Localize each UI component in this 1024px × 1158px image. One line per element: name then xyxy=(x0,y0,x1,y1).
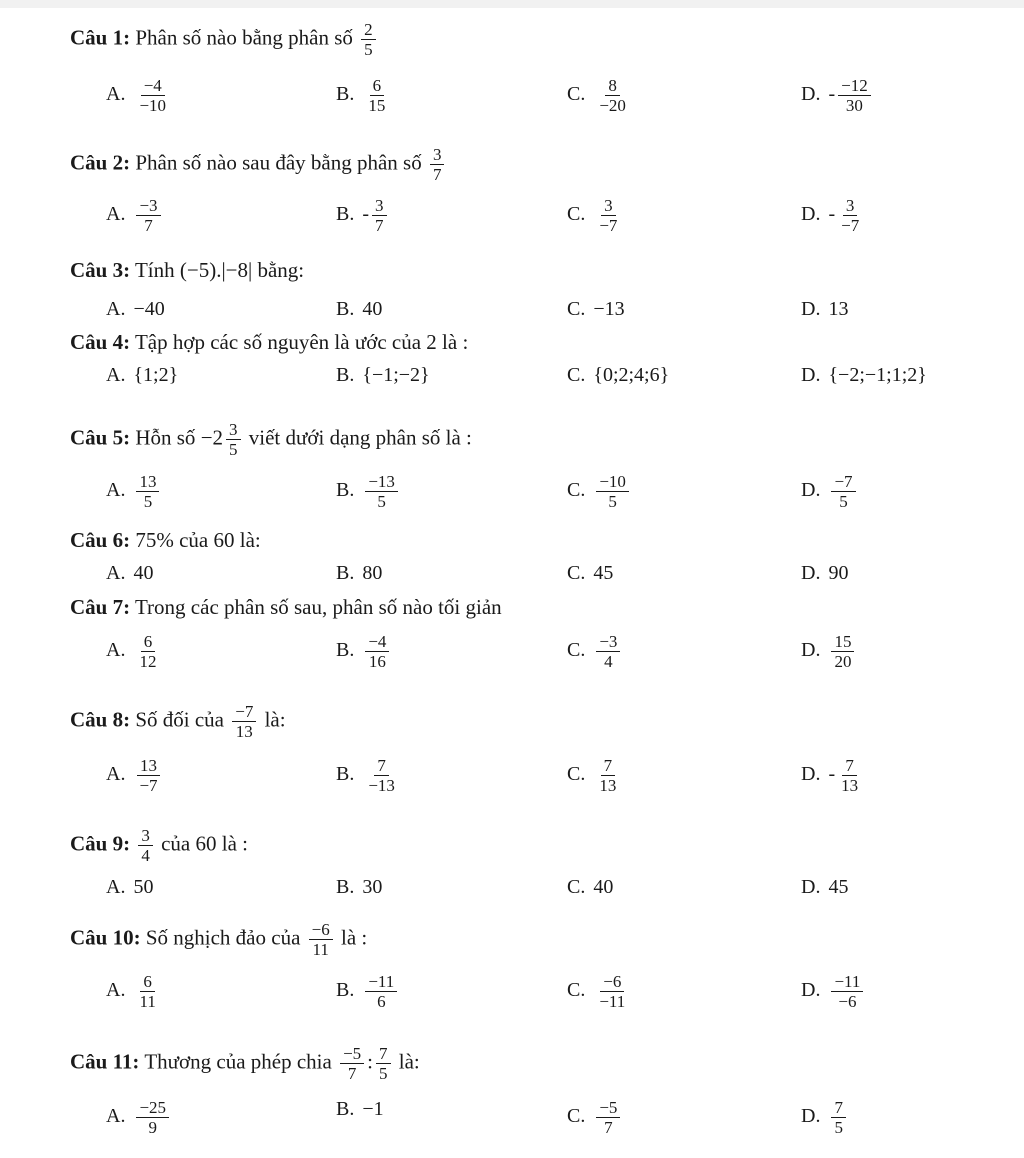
fraction: $\frac{2}{5}$ xyxy=(361,20,376,59)
question-text: Trong các phân số sau, phân số nào tối giản xyxy=(134,595,502,619)
option-c[interactable]: C. $\frac{-5}{7}$ xyxy=(567,1098,623,1137)
option-a[interactable]: A. $\frac{6}{11}$ xyxy=(106,972,156,1011)
option-c[interactable]: C. {0;2;4;6} xyxy=(567,364,670,386)
question-after: bằng: xyxy=(257,258,305,282)
question-text: 75% của 60 là: xyxy=(135,528,261,552)
option-d[interactable]: D. $\frac{-11}{-6}$ xyxy=(801,972,866,1011)
question-label: Câu 9: xyxy=(70,831,131,856)
question-after: là: xyxy=(264,707,286,732)
option-c[interactable]: C. $\frac{8}{-20}$ xyxy=(567,76,626,115)
question-1 xyxy=(70,20,379,59)
question-4 xyxy=(70,330,468,354)
question-text: Phân số nào bằng phân số xyxy=(135,25,353,50)
option-b[interactable]: B. 30 xyxy=(336,876,383,898)
division-operator: : xyxy=(367,1049,374,1074)
option-d[interactable]: D. $\frac{15}{20}$ xyxy=(801,632,857,671)
option-b[interactable]: B. $\frac{-11}{6}$ xyxy=(336,972,400,1011)
question-7 xyxy=(70,595,502,619)
question-text: Hỗn số xyxy=(135,425,196,450)
question-label: Câu 10: xyxy=(70,925,141,950)
question-label: Câu 2: xyxy=(70,150,131,175)
expression: (−5).|−8| xyxy=(179,258,253,282)
fraction: $\frac{3}{5}$ xyxy=(226,420,241,459)
question-after: của 60 là : xyxy=(161,831,248,856)
question-text: Thương của phép chia xyxy=(144,1049,332,1074)
fraction: $\frac{-6}{11}$ xyxy=(309,920,333,959)
option-a[interactable]: A. $\frac{13}{-7}$ xyxy=(106,756,164,795)
question-text: Tập hợp các số nguyên là ước của 2 là : xyxy=(134,330,469,354)
question-label: Câu 11: xyxy=(70,1049,140,1074)
question-label: Câu 7: xyxy=(70,595,131,619)
mixed-whole: −2 xyxy=(200,425,224,450)
question-after: là: xyxy=(398,1049,420,1074)
option-c[interactable]: C. 45 xyxy=(567,562,614,584)
question-text: Phân số nào sau đây bằng phân số xyxy=(135,150,422,175)
option-a[interactable]: A. −40 xyxy=(106,298,165,320)
question-after: viết dưới dạng phân số là : xyxy=(248,425,472,450)
question-text: Số đối của xyxy=(135,707,224,732)
option-b[interactable]: B. $\frac{7}{-13}$ xyxy=(336,756,395,795)
option-d[interactable]: D. - $\frac{7}{13}$ xyxy=(801,756,859,795)
option-b[interactable]: B. $\frac{6}{15}$ xyxy=(336,76,386,115)
option-a[interactable]: A. $\frac{-4}{-10}$ xyxy=(106,76,167,115)
question-label: Câu 5: xyxy=(70,425,131,450)
question-9 xyxy=(70,826,248,865)
option-c[interactable]: C. $\frac{-6}{-11}$ xyxy=(567,972,626,1011)
question-10 xyxy=(70,920,367,959)
question-after: là : xyxy=(340,925,368,950)
option-a[interactable]: A. $\frac{6}{12}$ xyxy=(106,632,157,671)
option-d[interactable]: D. 13 xyxy=(801,298,849,320)
option-c[interactable]: C. 40 xyxy=(567,876,614,898)
option-c[interactable]: C. $\frac{7}{13}$ xyxy=(567,756,617,795)
question-3 xyxy=(70,258,304,282)
question-label: Câu 6: xyxy=(70,528,131,552)
question-label: Câu 1: xyxy=(70,25,131,50)
option-c[interactable]: C. $\frac{-10}{5}$ xyxy=(567,472,632,511)
question-11 xyxy=(70,1044,420,1083)
question-2 xyxy=(70,145,447,184)
question-text: Tính xyxy=(134,258,175,282)
fraction: $\frac{-7}{13}$ xyxy=(232,702,256,741)
option-b[interactable]: B. {−1;−2} xyxy=(336,364,430,386)
option-b[interactable]: B. $\frac{-13}{5}$ xyxy=(336,472,401,511)
option-b[interactable]: B. $\frac{-4}{16}$ xyxy=(336,632,392,671)
option-a[interactable]: A. $\frac{13}{5}$ xyxy=(106,472,162,511)
question-label: Câu 8: xyxy=(70,707,131,732)
question-label: Câu 3: xyxy=(70,258,131,282)
fraction: $\frac{-5}{7}$ xyxy=(340,1044,364,1083)
option-d[interactable]: D. 90 xyxy=(801,562,849,584)
question-5 xyxy=(70,420,472,459)
question-text: Số nghịch đảo của xyxy=(145,925,301,950)
option-c[interactable]: C. −13 xyxy=(567,298,625,320)
option-a[interactable]: A. $\frac{-25}{9}$ xyxy=(106,1098,172,1137)
option-d[interactable]: D. - $\frac{-12}{30}$ xyxy=(801,76,874,115)
fraction: $\frac{3}{7}$ xyxy=(430,145,445,184)
fraction: $\frac{3}{4}$ xyxy=(138,826,153,865)
option-b[interactable]: B. 80 xyxy=(336,562,383,584)
option-d[interactable]: D. {−2;−1;1;2} xyxy=(801,364,927,386)
option-b[interactable]: B. −1 xyxy=(336,1098,384,1120)
option-c[interactable]: C. $\frac{3}{-7}$ xyxy=(567,196,618,235)
option-a[interactable]: A. $\frac{-3}{7}$ xyxy=(106,196,164,235)
option-d[interactable]: D. $\frac{7}{5}$ xyxy=(801,1098,849,1137)
question-label: Câu 4: xyxy=(70,330,131,354)
top-edge xyxy=(0,0,1024,8)
option-a[interactable]: A. 50 xyxy=(106,876,154,898)
option-d[interactable]: D. $\frac{-7}{5}$ xyxy=(801,472,859,511)
option-d[interactable]: D. 45 xyxy=(801,876,849,898)
question-8 xyxy=(70,702,286,741)
option-a[interactable]: A. {1;2} xyxy=(106,364,179,386)
option-b[interactable]: B. 40 xyxy=(336,298,383,320)
option-c[interactable]: C. $\frac{-3}{4}$ xyxy=(567,632,623,671)
option-b[interactable]: B. - $\frac{3}{7}$ xyxy=(336,196,390,235)
fraction: $\frac{7}{5}$ xyxy=(376,1044,391,1083)
option-d[interactable]: D. - $\frac{3}{-7}$ xyxy=(801,196,860,235)
question-6 xyxy=(70,528,261,552)
option-a[interactable]: A. 40 xyxy=(106,562,154,584)
